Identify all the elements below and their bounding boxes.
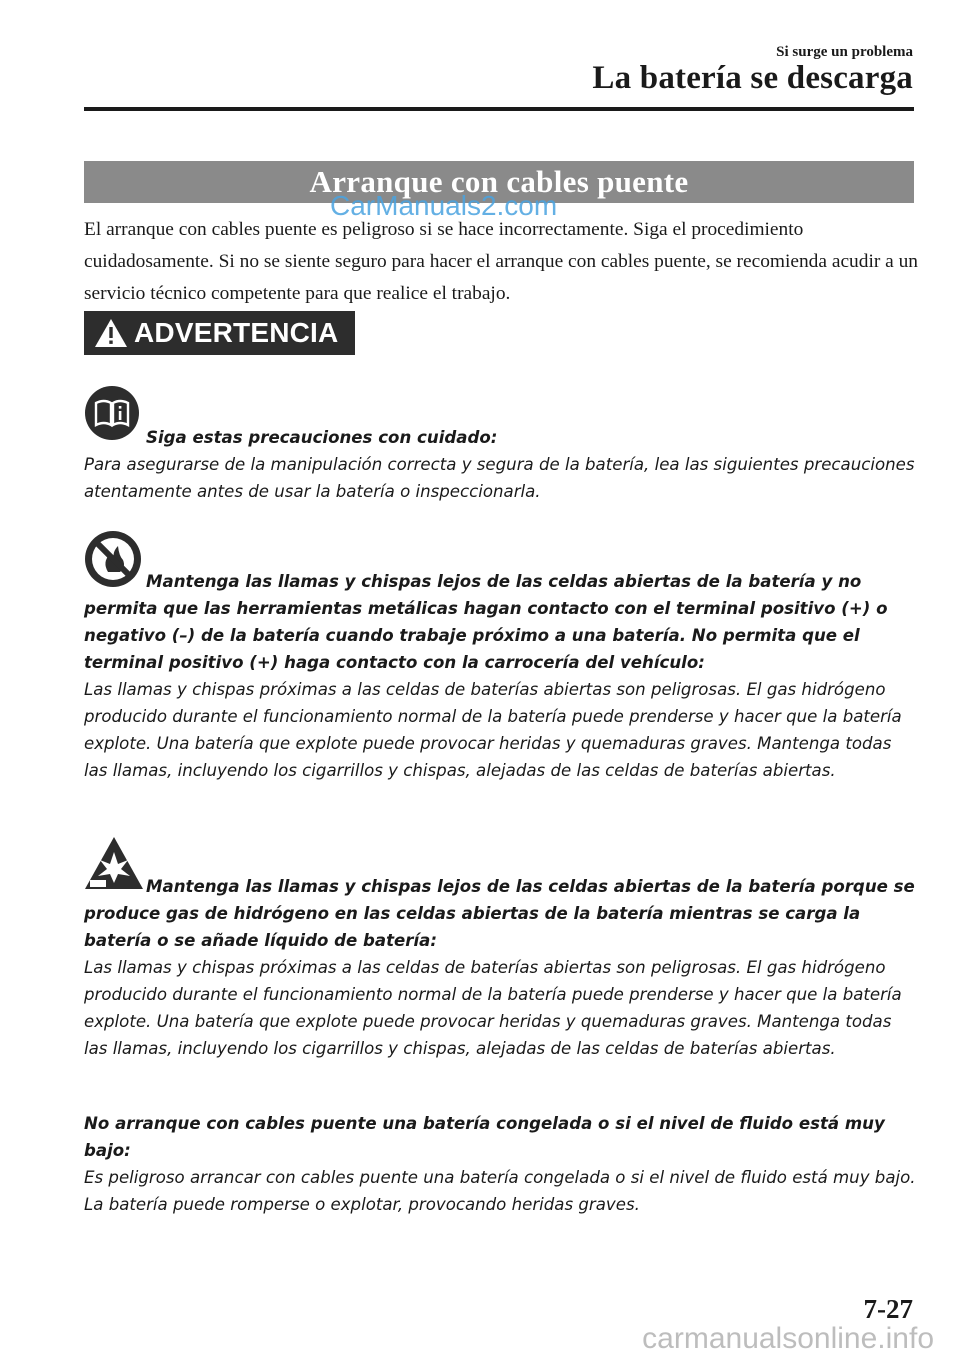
section-label: Si surge un problema <box>776 44 913 60</box>
chapter-title: La batería se descarga <box>592 60 913 96</box>
watermark-bottom: carmanualsonline.info <box>642 1322 934 1355</box>
block-2-body: Las llamas y chispas próximas a las celdas de baterías abiertas son peligrosas. El gas hidrógeno producido durante el funcionamiento normal de la batería puede prenderse y hacer que la batería explote. Una batería que explote puede provocar heridas y quemaduras graves. Mantenga todas las llamas, incluyendo los cigarrillos y chispas, alejadas de las celdas de baterías abiertas. <box>84 680 902 780</box>
watermark-top: CarManuals2.com <box>330 190 558 221</box>
header-rule <box>84 107 914 111</box>
warning-label <box>84 311 355 355</box>
warning-block-1 <box>84 424 920 505</box>
warning-block-4 <box>84 1110 920 1218</box>
intro-paragraph: El arranque con cables puente es peligroso si se hace incorrectamente. Siga el procedimiento cuidadosamente. Si no se siente seguro para hacer el arranque con cables puente, se recomienda acudir a un servicio técnico competente para que realice el trabajo. <box>84 219 918 304</box>
warning-block-2 <box>84 568 920 784</box>
block-4-body: Es peligroso arrancar con cables puente una batería congelada o si el nivel de fluido está muy bajo. La batería puede romperse o explotar, provocando heridas graves. <box>84 1168 916 1214</box>
block-3-heading: Mantenga las llamas y chispas lejos de las celdas abiertas de la batería porque se produce gas de hidrógeno en las celdas abiertas de la batería mientras se carga la batería o se añade líquido de batería: <box>84 877 915 950</box>
warning-label-text: ADVERTENCIA <box>134 317 339 348</box>
warning-block-3 <box>84 873 920 1062</box>
section-title: Arranque con cables puente <box>309 164 689 199</box>
block-1-body: Para asegurarse de la manipulación correcta y segura de la batería, lea las siguientes precauciones atentamente antes de usar la batería o inspeccionarla. <box>84 455 915 501</box>
block-3-body: Las llamas y chispas próximas a las celdas de baterías abiertas son peligrosas. El gas hidrógeno producido durante el funcionamiento normal de la batería puede prenderse y hacer que la batería explote. Una batería que explote puede provocar heridas y quemaduras graves. Mantenga todas las llamas, incluyendo los cigarrillos y chispas, alejadas de las celdas de baterías abiertas. <box>84 958 902 1058</box>
block-1-heading: Siga estas precauciones con cuidado: <box>146 428 498 447</box>
block-4-heading: No arranque con cables puente una batería congelada o si el nivel de fluido está muy bajo: <box>84 1114 885 1160</box>
block-2-heading: Mantenga las llamas y chispas lejos de las celdas abiertas de la batería y no permita que las herramientas metálicas hagan contacto con el terminal positivo (+) o negativo (–) de la batería cuando trabaje próximo a una batería. No permita que el terminal positivo (+) haga contacto con la carrocería del vehículo: <box>84 572 888 672</box>
page-number: 7-27 <box>863 1294 913 1324</box>
warning-triangle-icon <box>94 318 128 348</box>
